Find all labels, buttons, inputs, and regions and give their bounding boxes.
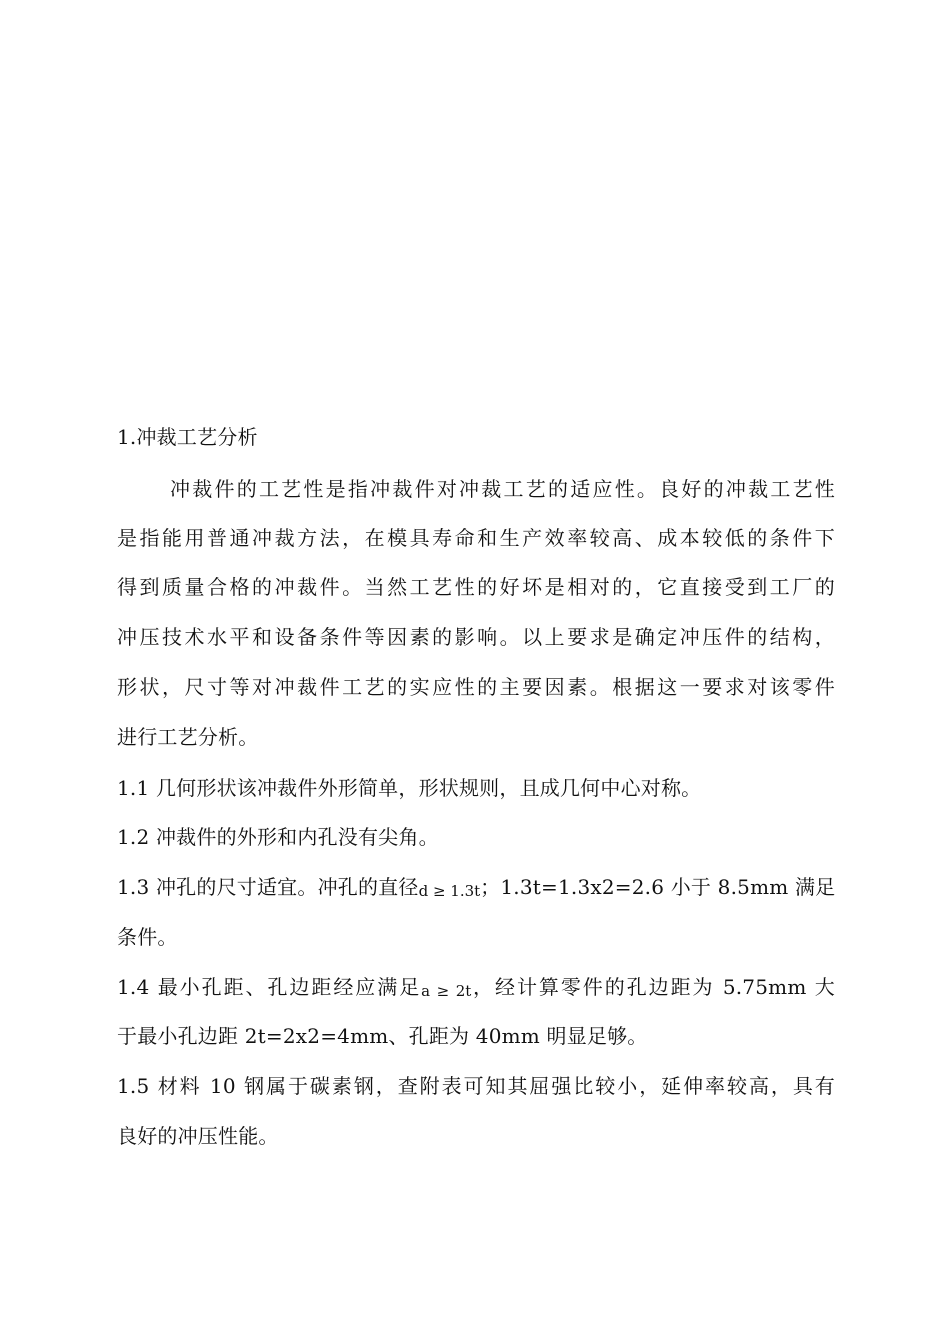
item-1-2: 1.2 冲裁件的外形和内孔没有尖角。: [117, 825, 439, 849]
item-1-1: 1.1 几何形状该冲裁件外形简单，形状规则，且成几何中心对称。: [117, 776, 702, 800]
item-1-3: [117, 875, 835, 903]
paragraph-line: 冲压技术水平和设备条件等因素的影响。以上要求是确定冲压件的结构，: [117, 625, 835, 649]
item-1-5: 1.5 材料 10 钢属于碳素钢，查附表可知其屈强比较小，延伸率较高，具有: [117, 1074, 835, 1098]
formula-hole-distance: a ≥ 2t: [421, 982, 472, 1000]
item-1-3-continuation: 条件。: [117, 925, 178, 949]
item-1-4-suffix: ，经计算零件的孔边距为 5.75mm 大: [471, 975, 835, 999]
paragraph-line: 形状，尺寸等对冲裁件工艺的实应性的主要因素。根据这一要求对该零件: [117, 675, 835, 699]
item-1-4-continuation: 于最小孔边距 2t=2x2=4mm、孔距为 40mm 明显足够。: [117, 1024, 648, 1048]
paragraph-line: 进行工艺分析。: [117, 725, 259, 749]
section-heading: 1.冲裁工艺分析: [117, 425, 258, 449]
item-1-3-suffix: ；1.3t=1.3x2=2.6 小于 8.5mm 满足: [480, 875, 836, 899]
paragraph-line: 是指能用普通冲裁方法，在模具寿命和生产效率较高、成本较低的条件下: [117, 526, 835, 550]
formula-diameter: d ≥ 1.3t: [418, 882, 481, 900]
item-1-3-prefix: 1.3 冲孔的尺寸适宜。冲孔的直径: [117, 875, 419, 899]
paragraph-line: 得到质量合格的冲裁件。当然工艺性的好坏是相对的，它直接受到工厂的: [117, 575, 835, 599]
item-1-4: [117, 975, 835, 1003]
item-1-4-prefix: 1.4 最小孔距、孔边距经应满足: [117, 975, 422, 999]
paragraph-line: 冲裁件的工艺性是指冲裁件对冲裁工艺的适应性。良好的冲裁工艺性: [170, 477, 835, 501]
item-1-5-continuation: 良好的冲压性能。: [117, 1124, 279, 1148]
